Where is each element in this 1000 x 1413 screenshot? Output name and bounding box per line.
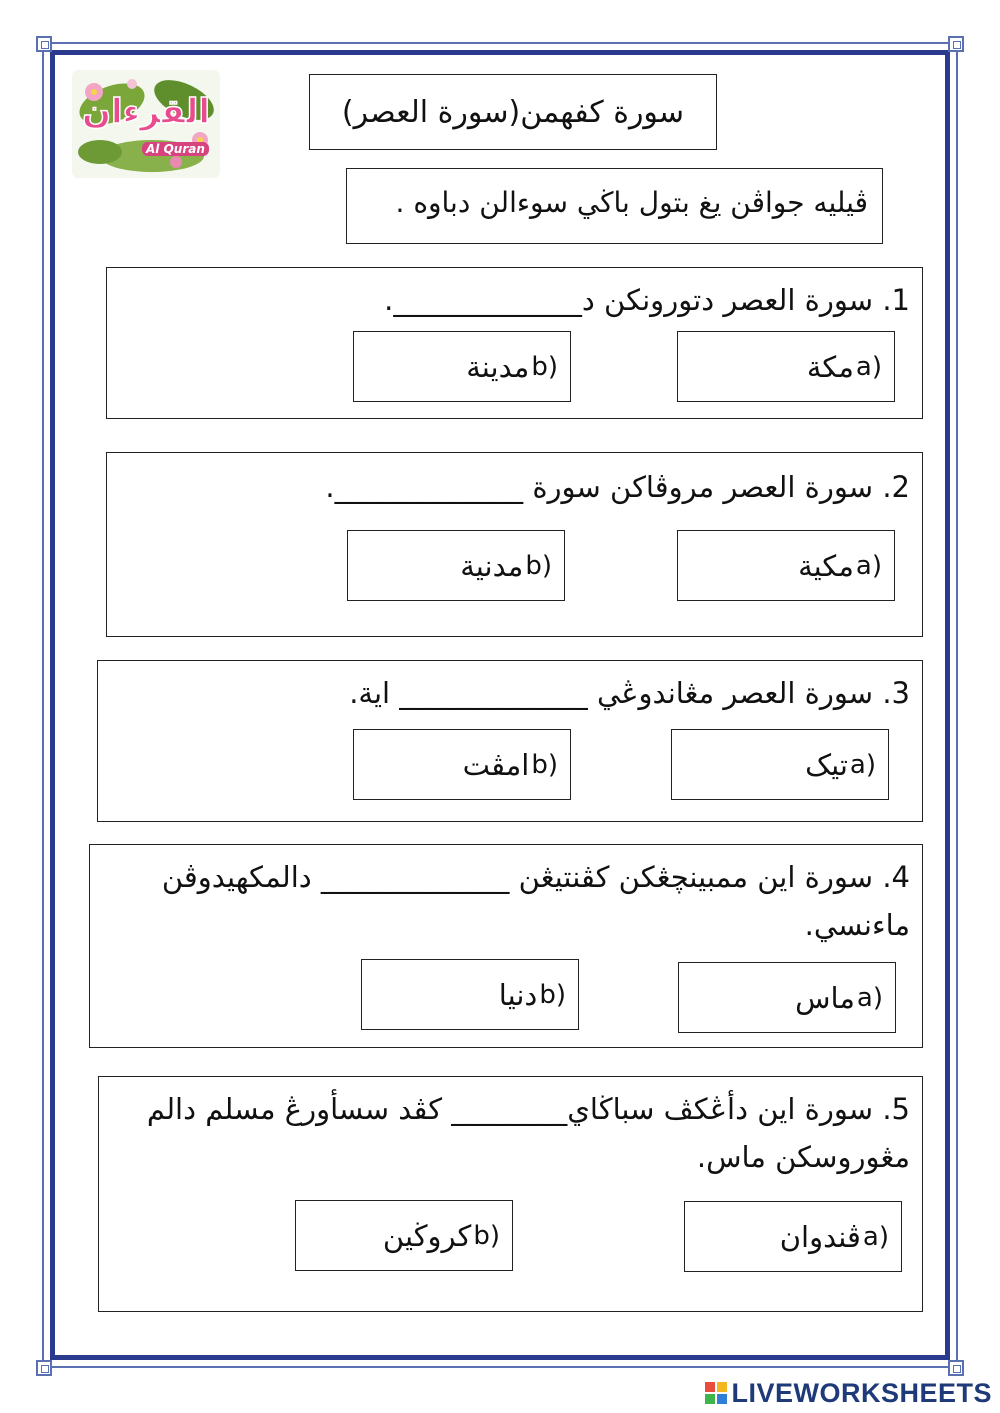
question-text: 5. سورة اين دأڠكڤ سباڬاي________ كڤد سسأورڠ مسلم دالم	[146, 1092, 910, 1126]
question-box-4	[89, 844, 923, 1048]
option-a-letter: a)	[856, 982, 883, 1013]
watermark-text: LIVEWORKSHEETS	[731, 1377, 992, 1408]
option-b-box[interactable]	[353, 729, 571, 800]
worksheet-title: سورة كفهمن(سورة العصر)	[341, 94, 685, 130]
option-b-letter: b)	[531, 749, 558, 780]
option-a-letter: a)	[855, 351, 882, 382]
option-b-box[interactable]	[295, 1200, 513, 1271]
question-box-3	[97, 660, 923, 822]
option-b-letter: b)	[525, 550, 552, 581]
question-box-2	[106, 452, 923, 637]
question-box-1	[106, 267, 923, 419]
worksheet-title-box	[309, 74, 717, 150]
frame-corner-ornament	[948, 36, 964, 52]
question-text: 2. سورة العصر مروڤاكن سورة _____________.	[325, 470, 910, 504]
option-a-letter: a)	[849, 749, 876, 780]
question-text-continued: ماءنسي.	[804, 908, 910, 942]
question-text: 1. سورة العصر دتورونكن د_____________.	[384, 283, 910, 317]
option-b-text: مدنية	[460, 548, 524, 583]
option-b-text: مدينة	[466, 349, 530, 384]
option-a-letter: a)	[862, 1221, 889, 1252]
logo-arabic-text: القرءان	[81, 92, 211, 132]
question-text: 4. سورة اين ممبينچڠكن كڤنتيڠن _____________ دالمكهيدوڤن	[161, 860, 910, 894]
option-b-letter: b)	[531, 351, 558, 382]
option-b-text: كروڬين	[382, 1218, 472, 1253]
frame-corner-ornament	[948, 1360, 964, 1376]
option-a-text: مكية	[798, 548, 854, 583]
liveworksheets-logo-icon	[705, 1382, 727, 1404]
option-a-text: تيک	[805, 747, 848, 782]
logo-latin-text: Al Quran	[142, 142, 209, 156]
option-b-box[interactable]	[347, 530, 565, 601]
question-text: 3. سورة العصر مڠاندوڠي _____________ اية.	[349, 676, 910, 710]
option-a-text: مكة	[806, 349, 854, 384]
instruction-box	[346, 168, 883, 244]
option-b-text: دنيا	[498, 977, 538, 1012]
question-box-5	[98, 1076, 923, 1312]
option-a-letter: a)	[855, 550, 882, 581]
option-b-box[interactable]	[353, 331, 571, 402]
option-b-box[interactable]	[361, 959, 579, 1030]
instruction-text: ڤيليه جواڤن يغ بتول باڬي سوءالن دباوه .	[395, 185, 868, 219]
frame-corner-ornament	[36, 1360, 52, 1376]
option-b-letter: b)	[473, 1220, 500, 1251]
option-b-text: امڤت	[462, 747, 530, 782]
liveworksheets-watermark[interactable]	[705, 1379, 992, 1407]
option-b-letter: b)	[539, 979, 566, 1010]
option-a-box[interactable]	[678, 962, 896, 1033]
option-a-text: ماس	[795, 980, 855, 1015]
frame-corner-ornament	[36, 36, 52, 52]
option-a-box[interactable]	[677, 530, 895, 601]
question-text-continued: مڠوروسكن ماس.	[696, 1140, 910, 1174]
option-a-text: ڤندوان	[779, 1219, 861, 1254]
option-a-box[interactable]	[677, 331, 895, 402]
al-quran-logo	[72, 70, 220, 178]
option-a-box[interactable]	[671, 729, 889, 800]
option-a-box[interactable]	[684, 1201, 902, 1272]
